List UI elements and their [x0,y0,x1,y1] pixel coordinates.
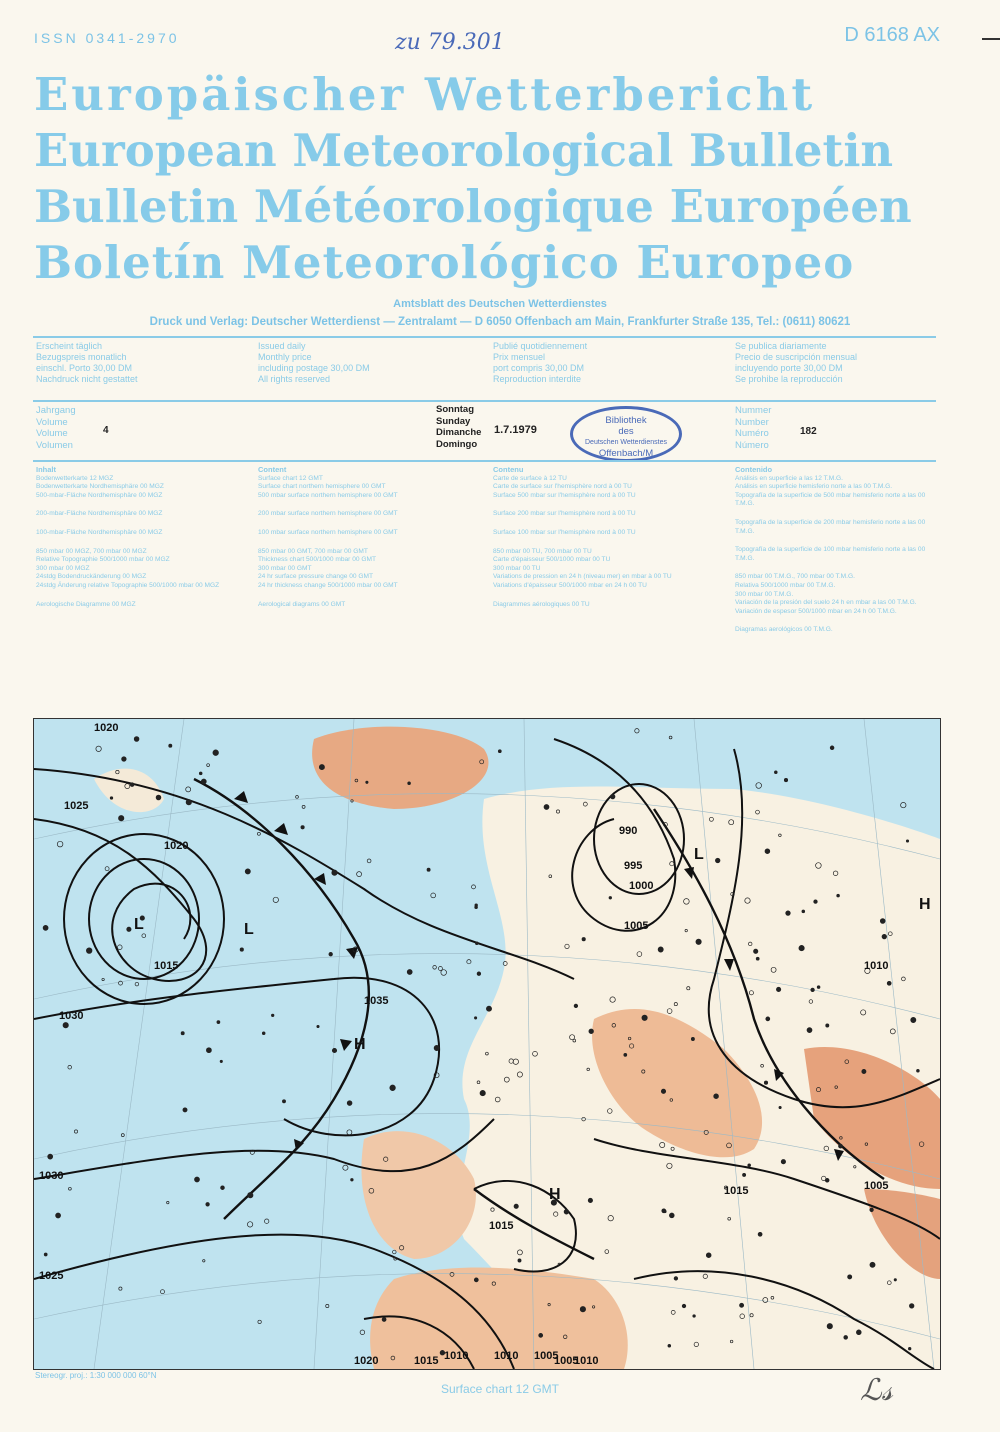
station-symbol [119,816,124,821]
publisher-line-2: Druck und Verlag: Deutscher Wetterdienst — Zentralamt — D 6050 Offenbach am Main, Frankfurter Straße 135, Tel.: (0611) 80621 [149,316,851,328]
station-symbol [195,1177,200,1182]
isobar-label: 1010 [494,1350,519,1362]
station-symbol [475,906,478,909]
station-symbol [911,1017,916,1022]
station-symbol [186,800,191,805]
isobar-label: 990 [619,825,638,837]
station-symbol [56,1213,61,1218]
isobar-label: 1015 [724,1185,749,1197]
station-symbol [427,868,430,871]
station-symbol [317,1025,319,1027]
contents-item: Surface 500 mbar sur l'hemisphère nord à 00 TU [493,491,636,499]
contents-item: 300 mbar 00 MGZ [36,564,90,572]
station-symbol [574,1004,578,1008]
station-symbol [784,778,787,781]
station-symbol [206,1048,211,1053]
station-symbol [764,1081,767,1084]
low-pressure-center: L [244,921,254,938]
contents-item: Topografía de la superficie de 100 mbar hemisferio norte a las 00 T.M.G. [735,546,926,562]
station-symbol [830,746,834,750]
contents-item: Diagramas aerológicos 00 T.M.G. [735,626,833,634]
title-french: Bulletin Météorologique Européen [34,180,912,233]
isobar-label: 1005 [864,1180,889,1192]
station-symbol [706,1253,711,1258]
contents-item: 24 hr surface pressure change 00 GMT [258,573,374,581]
library-stamp: Bibliothek des Deutschen Wetterdienstes Offenbach/M [570,406,682,462]
station-symbol [610,794,615,799]
isobar-label: 1005 [624,920,649,932]
station-symbol [799,945,804,950]
volume-labels: Jahrgang Volume Volume Volumen [36,405,76,451]
station-symbol [518,1259,521,1262]
station-symbol [826,1024,829,1027]
station-symbol [682,1304,686,1308]
contents-item: 500-mbar-Fläche Nordhemisphäre 00 MGZ [36,491,163,499]
contents-item: Bodenwetterkarte Nordhemisphäre 00 MGZ [36,483,164,491]
station-symbol [774,771,777,774]
station-symbol [134,737,139,742]
station-symbol [825,1178,829,1182]
station-symbol [669,1213,674,1218]
station-symbol [691,1037,694,1040]
document-code: D 6168 AX [844,24,940,46]
station-symbol [862,1069,866,1073]
station-symbol [127,927,131,931]
contents-item: Surface chart northern hemisphere 00 GMT [258,483,386,491]
station-symbol [183,1108,187,1112]
station-symbol [434,1045,439,1050]
contents-item: Diagrammes aérologiques 00 TU [493,600,590,608]
station-symbol [514,1204,518,1208]
info-column-de: Erscheint täglich Bezugspreis monatlich einschl. Porto 30,00 DM Nachdruck nicht gestattet [36,341,138,384]
station-symbol [870,1208,874,1212]
isobar-label: 1010 [864,960,889,972]
issn-number: ISSN 0341-2970 [34,30,180,46]
station-symbol [582,938,585,941]
station-symbol [856,1330,861,1335]
station-symbol [301,826,304,829]
info-column-en: Issued daily Monthly price including postage 30,00 DM All rights reserved [258,341,370,384]
contents-heading: Content [258,465,287,474]
high-pressure-center: H [919,896,931,913]
station-symbol [217,1021,220,1024]
isobar-label: 1015 [154,960,179,972]
contents-item: 100-mbar-Fläche Nordhemisphäre 00 MGZ [36,528,163,536]
station-symbol [245,869,250,874]
isobar-label: 1020 [354,1355,379,1367]
projection-note: Stereogr. proj.: 1:30 000 000 60°N [35,1371,157,1380]
isobar-label: 1015 [489,1220,514,1232]
station-symbol [539,1333,543,1337]
isobar-label: 1000 [629,880,654,892]
station-symbol [44,1253,47,1256]
map-caption: Surface chart 12 GMT [440,1382,560,1396]
station-symbol [351,1179,354,1182]
station-symbol [779,1106,781,1108]
contents-item: 300 mbar 00 GMT [258,564,312,572]
station-symbol [917,1069,920,1072]
contents-item: Bodenwetterkarte 12 MGZ [36,474,114,482]
edge-mark [982,38,1000,40]
contents-item: Aerologische Diagramme 00 MGZ [36,600,136,608]
station-symbol [262,1032,265,1035]
station-symbol [837,894,840,897]
contents-item: 200 mbar surface northern hemisphere 00 GMT [258,510,398,518]
station-symbol [827,1324,832,1329]
weekday-labels: Sonntag Sunday Dimanche Domingo [436,404,482,450]
title-english: European Meteorological Bulletin [34,124,894,177]
station-symbol [758,1232,762,1236]
contents-item: Variations d'épaisseur 500/1000 mbar en 24 h 00 TU [493,581,647,589]
contents-item: Relativa 500/1000 mbar 00 T.M.G. [735,581,836,589]
handwritten-initials: ℒ𝓈 [860,1373,893,1408]
divider [33,400,936,402]
station-symbol [908,1347,911,1350]
station-symbol [743,1173,746,1176]
contents-column-de [36,466,266,609]
volume-value: 4 [103,425,109,436]
station-symbol [408,782,411,785]
station-symbol [486,1006,491,1011]
title-spanish: Boletín Meteorológico Europeo [34,236,855,289]
contents-heading: Contenido [735,465,773,474]
station-symbol [248,1193,253,1198]
station-symbol [754,949,758,953]
contents-item: Relative Topographie 500/1000 mbar 00 MGZ [36,556,170,564]
station-symbol [756,957,759,960]
contents-item: 850 mbar 00 T.M.G., 700 mbar 00 T.M.G. [735,573,855,581]
contents-item: 24stdg Änderung relative Topographie 500/1000 mbar 00 MGZ [36,581,220,589]
station-symbol [63,1023,68,1028]
station-symbol [811,988,815,992]
station-symbol [564,1210,569,1215]
title-german: Europäischer Wetterbericht [34,68,816,121]
station-symbol [802,910,805,913]
station-symbol [909,1304,914,1309]
contents-item: Topografía de la superficie de 500 mbar hemisferio norte a las 00 T.M.G. [735,491,926,508]
station-symbol [880,919,885,924]
contents-heading: Contenu [493,465,524,474]
station-symbol [329,952,333,956]
station-symbol [844,1336,848,1340]
contents-item: 300 mbar 00 TU [493,564,541,572]
station-symbol [786,911,791,916]
station-symbol [366,781,368,783]
station-symbol [382,1318,386,1322]
isobar-label: 995 [624,860,643,872]
isobar-label: 1025 [39,1270,64,1282]
contents-item: Surface 200 mbar sur l'hemisphère nord à 00 TU [493,510,636,518]
station-symbol [776,987,780,991]
high-pressure-center: H [354,1036,366,1053]
station-symbol [894,1279,896,1281]
station-symbol [282,1100,285,1103]
station-symbol [43,925,48,930]
contents-item: Análisis en superficie a las 12 T.M.G. [735,474,843,482]
station-symbol [240,948,243,951]
contents-item: 100 mbar surface northern hemisphere 00 GMT [258,528,398,536]
low-pressure-center: L [134,916,144,933]
isobar-label: 1010 [574,1355,599,1367]
contents-item: Variación de la presión del suelo 24 h en mbar a las 00 T.M.G. [735,599,917,607]
station-symbol [781,1160,785,1164]
station-symbol [580,1307,585,1312]
station-symbol [661,1089,665,1093]
contents-item: 500 mbar surface northern hemisphere 00 GMT [258,491,398,499]
contents-column-es [735,466,940,635]
station-symbol [715,858,720,863]
high-pressure-center: H [549,1186,561,1203]
surface-weather-map [33,718,941,1370]
isobar-label: 1030 [59,1010,84,1022]
station-symbol [609,897,612,900]
info-column-fr: Publié quotidiennement Prix mensuel port compris 30,00 DM Reproduction interdite [493,341,588,384]
station-symbol [544,805,549,810]
isobar-label: 1020 [94,722,119,734]
station-symbol [122,757,127,762]
contents-item: Carte de surface sur l'hemisphère nord à 00 TU [493,483,632,491]
station-symbol [271,1014,274,1017]
station-symbol [887,981,891,985]
issue-date: 1.7.1979 [494,424,537,436]
contents-item: 850 mbar 00 MGZ, 700 mbar 00 MGZ [36,547,147,555]
station-symbol [674,1277,678,1281]
station-symbol [906,840,908,842]
contents-column-fr [493,466,723,609]
station-symbol [696,939,701,944]
station-symbol [498,750,501,753]
station-symbol [407,970,412,975]
station-symbol [807,1028,812,1033]
station-symbol [48,1154,53,1159]
handwritten-note: zu 79.301 [395,30,505,55]
contents-item: Surface chart 12 GMT [258,474,323,482]
station-symbol [766,1017,770,1021]
divider [33,336,936,338]
station-symbol [740,1303,744,1307]
issue-number: 182 [800,426,817,437]
contents-item: 300 mbar 00 T.M.G. [735,590,794,598]
station-symbol [199,772,202,775]
station-symbol [221,1186,225,1190]
station-symbol [658,947,663,952]
station-symbol [624,1053,627,1056]
station-symbol [882,934,887,939]
station-symbol [480,1090,485,1095]
station-symbol [475,942,478,945]
contents-item: 200-mbar-Fläche Nordhemisphäre 00 MGZ [36,510,163,518]
station-symbol [390,1085,396,1091]
station-symbol [319,765,324,770]
divider [33,460,936,462]
isobar-label: 1030 [39,1170,64,1182]
station-symbol [213,750,219,756]
station-symbol [870,1262,875,1267]
contents-item: Carte de surface à 12 TU [493,474,567,482]
station-symbol [748,1164,751,1167]
station-symbol [474,1278,478,1282]
station-symbol [347,1101,352,1106]
info-column-es: Se publica diariamente Precio de suscripción mensual incluyendo porte 30,00 DM Se prohibe la reproducción [735,341,858,384]
station-symbol [714,1094,719,1099]
number-labels: Nummer Number Numéro Número [735,405,772,451]
isobar-label: 1005 [554,1355,579,1367]
station-symbol [693,1315,696,1318]
station-symbol [86,948,92,954]
station-symbol [642,1015,647,1020]
contents-item: 850 mbar 00 GMT, 700 mbar 00 GMT [258,547,368,555]
contents-item: Variations de pression en 24 h (niveau mer) en mbar à 00 TU [493,573,672,581]
contents-heading: Inhalt [36,465,56,474]
station-symbol [110,797,113,800]
station-symbol [817,986,820,989]
isobar-label: 1035 [364,995,389,1007]
station-symbol [589,1029,594,1034]
station-symbol [662,1209,666,1213]
isobar-label: 1025 [64,800,89,812]
station-symbol [130,783,134,787]
isobar-label: 1015 [414,1355,439,1367]
station-symbol [477,972,481,976]
station-symbol [332,870,337,875]
station-symbol [848,1275,852,1279]
station-symbol [765,849,770,854]
contents-item: 24 hr thickness change 500/1000 mbar 00 GMT [258,581,398,589]
station-symbol [668,1344,671,1347]
contents-column-en [258,466,488,609]
contents-item: 24stdg Bodendruckänderung 00 MGZ [36,573,147,581]
contents-item: Thickness chart 500/1000 mbar 00 GMT [258,556,377,564]
contents-item: Variación de espesor 500/1000 mbar en 24 h 00 T.M.G. [735,607,897,615]
contents-item: Topografía de la superficie de 200 mbar hemisferio norte a las 00 T.M.G. [735,518,926,535]
publisher-line-1: Amtsblatt des Deutschen Wetterdienstes [393,298,607,310]
contents-item: Surface 100 mbar sur l'hemisphère nord à 00 TU [493,528,636,536]
station-symbol [169,744,172,747]
station-symbol [474,1017,476,1019]
station-symbol [814,900,818,904]
isobar-label: 1010 [444,1350,469,1362]
station-symbol [839,1144,843,1148]
isobar-label: 1020 [164,840,189,852]
contents-item: Carte d'épaisseur 500/1000 mbar 00 TU [493,556,611,564]
station-symbol [156,795,161,800]
station-symbol [181,1032,184,1035]
isobar-label: 1005 [534,1350,559,1362]
station-symbol [588,1198,592,1202]
contents-item: Aerological diagrams 00 GMT [258,600,346,608]
contents-item: 850 mbar 00 TU, 700 mbar 00 TU [493,547,592,555]
station-symbol [206,1203,210,1207]
station-symbol [220,1060,222,1062]
contents-item: Análisis en superficie hemisferio norte a las 00 T.M.G. [735,483,893,491]
station-symbol [201,779,206,784]
low-pressure-center: L [694,846,704,863]
station-symbol [332,1048,336,1052]
